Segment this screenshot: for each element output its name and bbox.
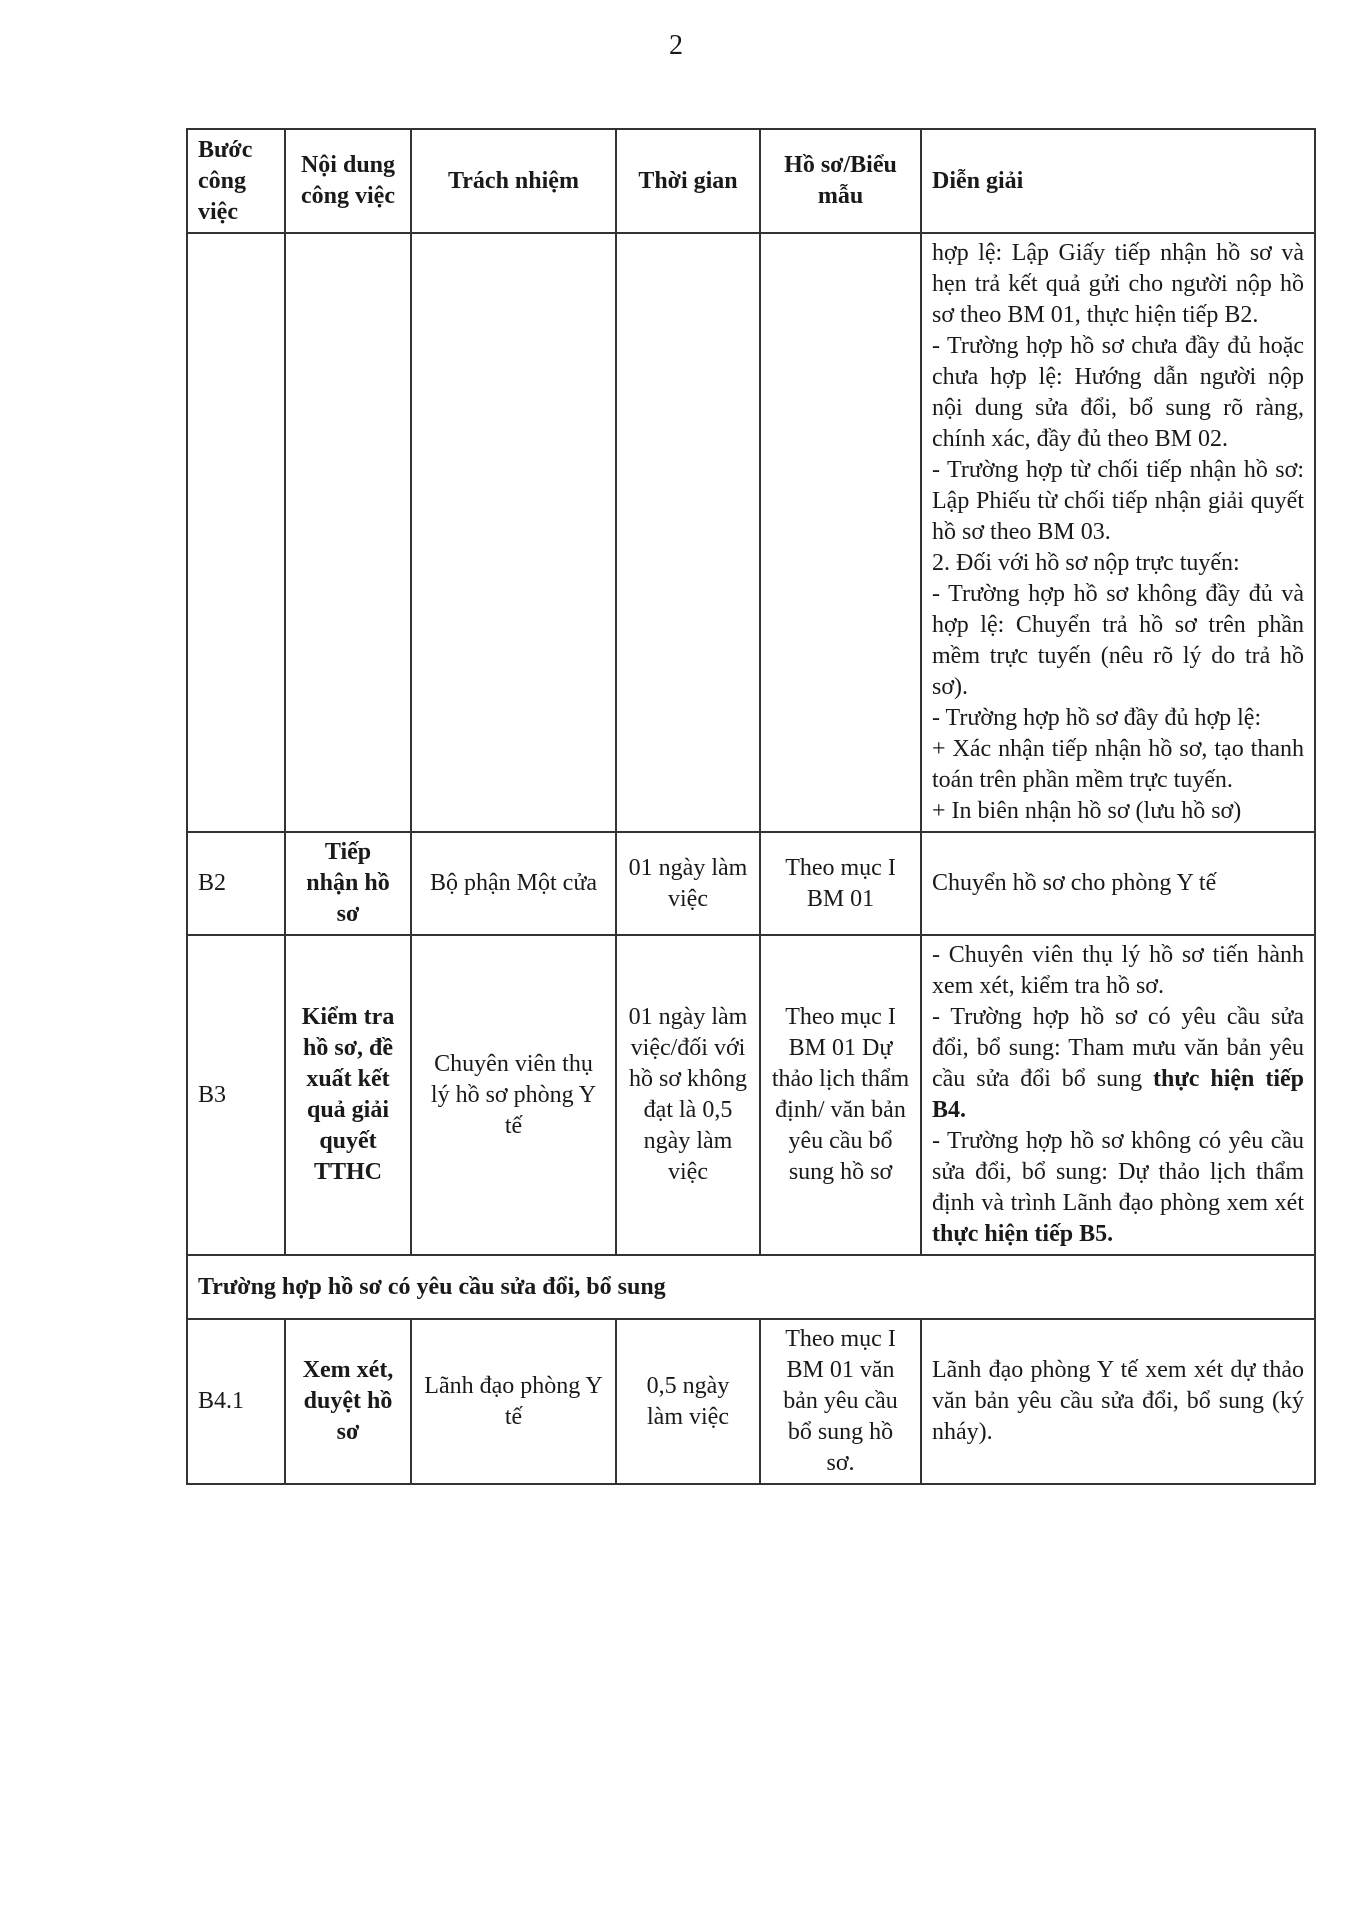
cell-noi-dung: Tiếp nhận hồ sơ [285, 832, 411, 935]
table-row-b4-1 [187, 1319, 1315, 1484]
dien-giai-line: 2. Đối với hồ sơ nộp trực tuyến: [932, 550, 1240, 576]
table-row-b2 [187, 832, 1315, 935]
table-row-continued [187, 233, 1315, 832]
cell-thoi-gian: 01 ngày làm việc/đối với hồ sơ không đạt là 0,5 ngày làm việc [616, 935, 760, 1255]
dien-giai-bold: thực hiện tiếp B4. [932, 1066, 1305, 1123]
section-title: Trường hợp hồ sơ có yêu cầu sửa đổi, bổ sung [187, 1255, 1315, 1319]
cell-dien-giai: Lãnh đạo phòng Y tế xem xét dự thảo văn bản yêu cầu sửa đổi, bổ sung (ký nháy). [921, 1319, 1315, 1484]
dien-giai-line: - Trường hợp từ chối tiếp nhận hồ sơ: Lập Phiếu từ chối tiếp nhận giải quyết hồ sơ theo BM 03. [932, 457, 1304, 545]
dien-giai-line: - Trường hợp hồ sơ chưa đầy đủ hoặc chưa hợp lệ: Hướng dẫn người nộp nội dung sửa đổi, bổ sung rõ ràng, chính xác, đầy đủ theo BM 02. [932, 333, 1304, 452]
dien-giai-line: - Trường hợp hồ sơ không đầy đủ và hợp lệ: Chuyển trả hồ sơ trên phần mềm trực tuyến (nêu rõ lý do trả hồ sơ). [932, 581, 1304, 700]
table-header-row [187, 129, 1315, 233]
page-number: 2 [669, 30, 683, 61]
dien-giai-text: - Trường hợp hồ sơ không có yêu cầu sửa đổi, bổ sung: Dự thảo lịch thẩm định và trình Lãnh đạo phòng xem xét [932, 1128, 1304, 1216]
cell-trach-nhiem: Chuyên viên thụ lý hồ sơ phòng Y tế [411, 935, 616, 1255]
header-thoi-gian: Thời gian [616, 129, 760, 233]
cell-ho-so: Theo mục I BM 01 Dự thảo lịch thẩm định/ văn bản yêu cầu bổ sung hồ sơ [760, 935, 921, 1255]
header-dien-giai: Diễn giải [921, 129, 1315, 233]
cell-thoi-gian: 01 ngày làm việc [616, 832, 760, 935]
cell-empty [760, 233, 921, 832]
cell-empty [187, 233, 285, 832]
cell-dien-giai [921, 233, 1315, 832]
cell-noi-dung: Kiểm tra hồ sơ, đề xuất kết quả giải quyết TTHC [285, 935, 411, 1255]
cell-empty [285, 233, 411, 832]
cell-buoc: B3 [187, 935, 285, 1255]
cell-ho-so: Theo mục I BM 01 văn bản yêu cầu bổ sung hồ sơ. [760, 1319, 921, 1484]
dien-giai-line [932, 1126, 1304, 1250]
dien-giai-line: - Chuyên viên thụ lý hồ sơ tiến hành xem xét, kiểm tra hồ sơ. [932, 942, 1304, 999]
dien-giai-line: + Xác nhận tiếp nhận hồ sơ, tạo thanh toán trên phần mềm trực tuyến. [932, 736, 1304, 793]
cell-buoc: B4.1 [187, 1319, 285, 1484]
cell-trach-nhiem: Lãnh đạo phòng Y tế [411, 1319, 616, 1484]
header-trach-nhiem: Trách nhiệm [411, 129, 616, 233]
dien-giai-line: hợp lệ: Lập Giấy tiếp nhận hồ sơ và hẹn trả kết quả gửi cho người nộp hồ sơ theo BM 01, thực hiện tiếp B2. [932, 240, 1304, 328]
cell-buoc: B2 [187, 832, 285, 935]
cell-thoi-gian: 0,5 ngày làm việc [616, 1319, 760, 1484]
dien-giai-line: - Trường hợp hồ sơ đầy đủ hợp lệ: [932, 705, 1262, 731]
dien-giai-bold: thực hiện tiếp B5. [932, 1221, 1114, 1247]
table-row-b3 [187, 935, 1315, 1255]
cell-ho-so: Theo mục I BM 01 [760, 832, 921, 935]
cell-empty [616, 233, 760, 832]
procedure-table [186, 128, 1316, 1485]
header-buoc: Bước công việc [187, 129, 285, 233]
header-noi-dung: Nội dung công việc [285, 129, 411, 233]
dien-giai-line [932, 1002, 1304, 1126]
header-ho-so: Hồ sơ/Biểu mẫu [760, 129, 921, 233]
cell-noi-dung: Xem xét, duyệt hồ sơ [285, 1319, 411, 1484]
section-row [187, 1255, 1315, 1319]
cell-trach-nhiem: Bộ phận Một cửa [411, 832, 616, 935]
cell-dien-giai: Chuyển hồ sơ cho phòng Y tế [921, 832, 1315, 935]
cell-dien-giai [921, 935, 1315, 1255]
dien-giai-line: + In biên nhận hồ sơ (lưu hồ sơ) [932, 798, 1242, 824]
dien-giai-text: - Trường hợp hồ sơ có yêu cầu sửa đổi, bổ sung: Tham mưu văn bản yêu cầu sửa đổi bổ sung [932, 1004, 1304, 1092]
cell-empty [411, 233, 616, 832]
